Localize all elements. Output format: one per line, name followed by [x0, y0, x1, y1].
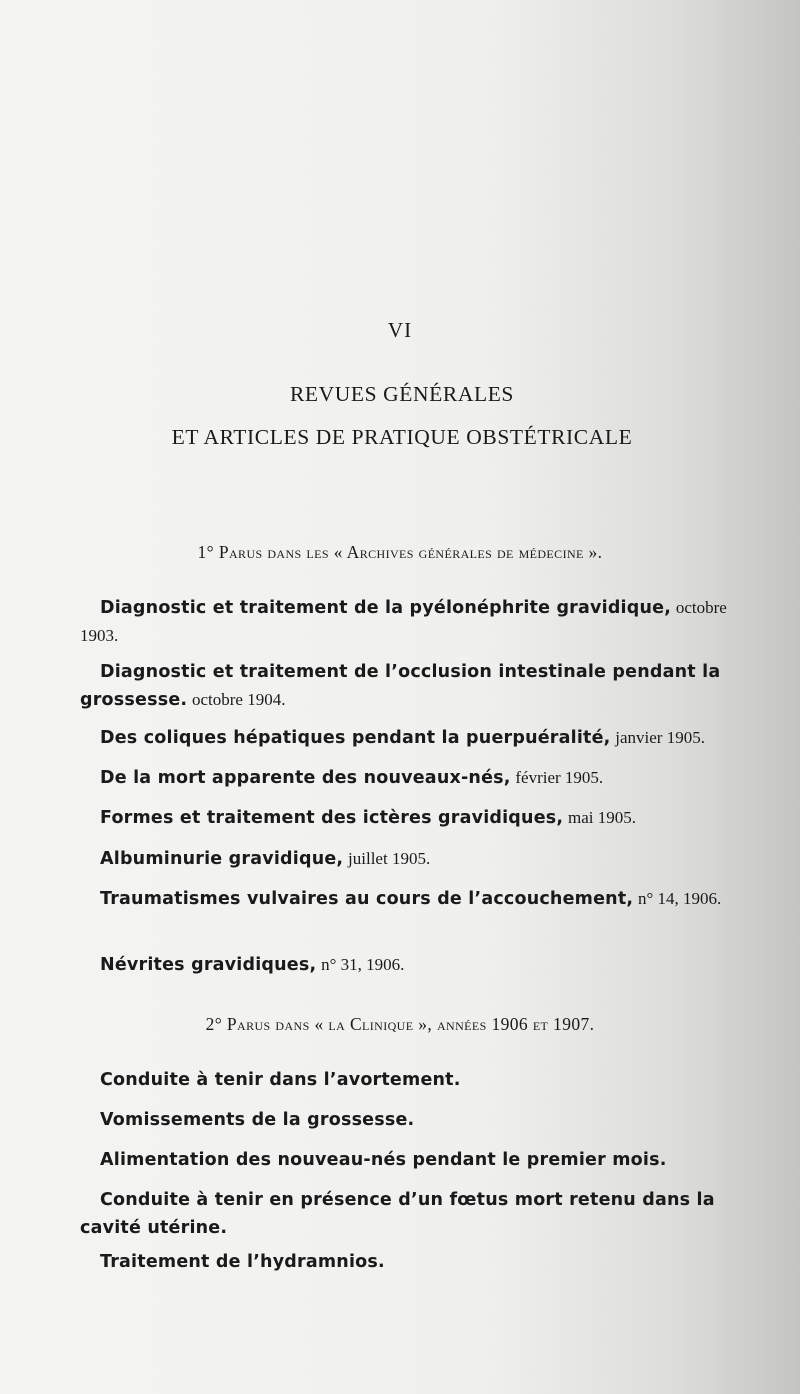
list-item	[80, 804, 728, 832]
entry-title: Albuminurie gravidique,	[100, 849, 344, 869]
list-item	[80, 594, 728, 650]
chapter-title-line1: REVUES GÉNÉRALES	[289, 382, 514, 406]
list-item	[80, 1106, 728, 1134]
entry-title: Traitement de l’hydramnios.	[100, 1252, 385, 1272]
entry-title: Formes et traitement des ictères gravidiques,	[100, 808, 564, 828]
list-item	[80, 724, 728, 752]
list-item	[80, 764, 728, 792]
entry-title: De la mort apparente des nouveaux-nés,	[100, 768, 511, 788]
entry-date: n° 31, 1906.	[321, 955, 405, 974]
entry-title: Traumatismes vulvaires au cours de l’accouchement,	[100, 889, 634, 909]
list-item	[80, 1186, 728, 1242]
list-item	[80, 951, 728, 979]
entry-title: Névrites gravidiques,	[100, 955, 317, 975]
list-item	[80, 1146, 728, 1174]
entry-title: Conduite à tenir dans l’avortement.	[100, 1070, 461, 1090]
entry-title: Vomissements de la grossesse.	[100, 1110, 415, 1130]
entry-title: Des coliques hépatiques pendant la puerpuéralité,	[100, 728, 611, 748]
list-item	[80, 885, 728, 913]
list-item	[80, 1248, 728, 1276]
chapter-title-line2: ET ARTICLES DE PRATIQUE OBSTÉTRICALE	[171, 425, 633, 449]
entry-date: octobre 1903.	[80, 598, 727, 645]
chapter-number: VI	[387, 318, 413, 342]
entry-date: juillet 1905.	[348, 849, 431, 868]
entry-date: janvier 1905.	[615, 728, 705, 747]
entry-date: février 1905.	[515, 768, 604, 787]
entry-date: octobre 1904.	[191, 690, 286, 709]
entry-title: Diagnostic et traitement de l’occlusion intestinale pendant la grossesse.	[80, 662, 721, 710]
section1-heading: 1° Parus dans les « Archives générales de médecine ».	[197, 542, 603, 562]
entry-title: Alimentation des nouveau-nés pendant le premier mois.	[100, 1150, 667, 1170]
list-item	[80, 658, 728, 714]
list-item	[80, 845, 728, 873]
entry-date: n° 14, 1906.	[638, 889, 722, 908]
section2-heading: 2° Parus dans « la Clinique », années 1906 et 1907.	[205, 1014, 595, 1034]
entry-title: Conduite à tenir en présence d’un fœtus mort retenu dans la cavité utérine.	[80, 1190, 715, 1238]
entry-title: Diagnostic et traitement de la pyélonéphrite gravidique,	[100, 598, 672, 618]
entry-date: mai 1905.	[567, 808, 636, 827]
list-item	[80, 1066, 728, 1094]
